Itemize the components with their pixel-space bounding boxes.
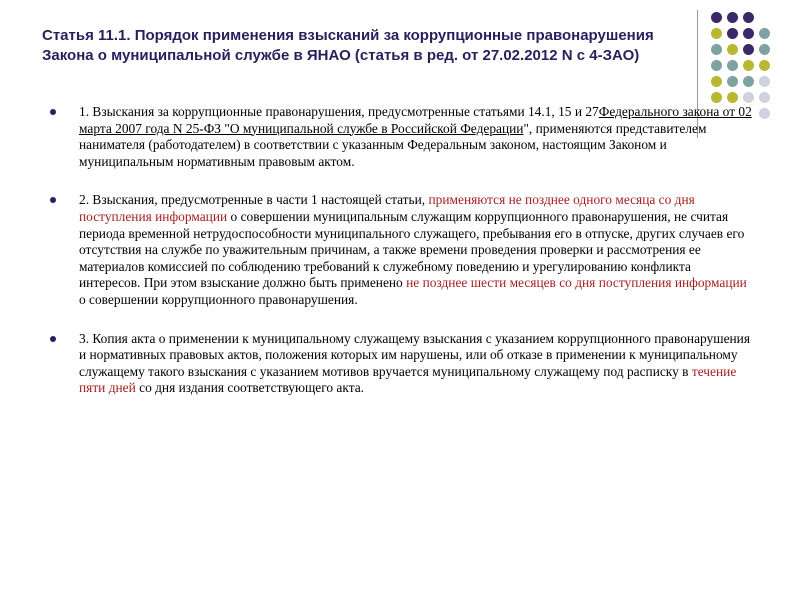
dot-olive <box>711 92 722 103</box>
dot-teal <box>711 60 722 71</box>
article-body <box>48 104 753 419</box>
dot-olive <box>727 92 738 103</box>
highlight-one-month: применяются не позднее одного месяца со дня поступления информации <box>79 192 695 224</box>
dot-grey <box>743 92 754 103</box>
dot-grey <box>759 108 770 119</box>
dot-teal <box>711 44 722 55</box>
dot-olive <box>711 28 722 39</box>
dot-teal <box>759 28 770 39</box>
dot-teal <box>727 76 738 87</box>
highlight-five-days: течение пяти дней <box>79 363 737 396</box>
bullet <box>50 197 56 203</box>
dot-grey <box>759 76 770 87</box>
dot-grey <box>759 92 770 103</box>
paragraph-3: 3. Копия акта о применении к муниципальному служащему взыскания с указанием коррупционного правонарушения и нормативных правовых актов, положения которых им нарушены, или об отказе в применении к муниципальному служащему такого взыскания с указанием мотивов вручается муниципальному служащему под расписку в течение пяти дней со дня издания соответствующего акта. <box>48 331 753 397</box>
highlight-six-months: не позднее шести месяцев со дня поступления информации <box>406 275 747 291</box>
dot-purple <box>711 12 722 23</box>
slide-title: Статья 11.1. Порядок применения взысканий за коррупционные правонарушения Закона о муниципальной службе в ЯНАО (статья в ред. от 27.02.2012 N с 4-ЗАО) <box>42 27 654 64</box>
dot-olive <box>711 76 722 87</box>
dot-teal <box>727 60 738 71</box>
bullet <box>50 109 56 115</box>
dot-olive <box>743 60 754 71</box>
dot-teal <box>743 76 754 87</box>
law-link[interactable]: Федерального закона от 02 марта 2007 года N 25-ФЗ "О муниципальной службе в Российской Федерации <box>79 104 752 136</box>
bullet <box>50 336 56 342</box>
dot-olive <box>727 44 738 55</box>
dot-olive <box>759 60 770 71</box>
dot-purple <box>743 44 754 55</box>
dot-purple <box>743 28 754 39</box>
dot-purple <box>727 12 738 23</box>
dot-purple <box>727 28 738 39</box>
dot-purple <box>743 12 754 23</box>
dot-teal <box>759 44 770 55</box>
paragraph-1: 1. Взыскания за коррупционные правонарушения, предусмотренные статьями 14.1, 15 и 27Федерального закона от 02 марта 2007 года N 25-ФЗ "О муниципальной службе в Российской Федерации", применяются представителем нанимателя (работодателем) в соответствии с указанным Федеральным законом, настоящим Законом и муниципальным нормативным правовым актом. <box>48 104 753 170</box>
paragraph-2: 2. Взыскания, предусмотренные в части 1 настоящей статьи, применяются не позднее одного месяца со дня поступления информации о совершении муниципальным служащим коррупционного правонарушения, не считая периода временной нетрудоспособности муниципального служащего, пребывания его в отпуске, других случаев его отсутствия на службе по уважительным причинам, а также времени проведения проверки и рассмотрения ее материалов комиссией по соблюдению требований к служебному поведению и урегулированию конфликта интересов. При этом взыскание должно быть применено не позднее шести месяцев со дня поступления информации о совершении коррупционного правонарушения. <box>48 192 753 308</box>
